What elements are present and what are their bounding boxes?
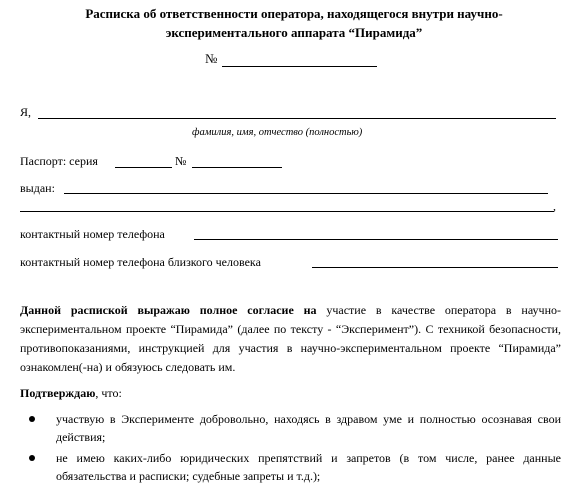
document-title (10, 4, 578, 42)
issued-by-blank-line-2[interactable] (20, 211, 554, 212)
i-label: Я, (20, 105, 32, 119)
bullet-text: участвую в Эксперименте добровольно, находясь в здравом уме и полностью осознавая свои действия; (56, 412, 561, 444)
number-label: № (205, 51, 218, 66)
passport-number-blank-line[interactable] (192, 167, 282, 168)
full-name-blank-line[interactable] (38, 118, 556, 119)
title-line-2: экспериментального аппарата “Пирамида” (165, 25, 423, 40)
title-line-1: Расписка об ответственности оператора, находящегося внутри научно- (85, 6, 503, 21)
consent-text: участие в качестве оператора в научно-экспериментальном проекте “Пирамида” (далее по тексту - “Эксперимент”). С техникой безопасности, противопоказаниями, инструкцией для участия в научно-экспериментальном проекте “Пирамида” ознакомлен(-на) и обязуюсь следовать им. (20, 303, 561, 374)
bullet-dot-icon (29, 455, 35, 461)
phone-blank-line[interactable] (194, 239, 558, 240)
bullet-text: не имею каких-либо юридических препятствий и запретов (в том числе, ранее данные обязательства и расписки; судебные запреты и т.д.); (56, 451, 561, 483)
consent-bold-lead: Данной распиской выражаю полное согласие на (20, 303, 317, 317)
issued-by-blank-line[interactable] (64, 193, 548, 194)
issued-by-comma: , (553, 199, 556, 213)
confirm-heading (20, 384, 122, 402)
bullet-dot-icon (29, 416, 35, 422)
number-blank-line[interactable] (222, 66, 377, 67)
confirm-bullet-list (20, 410, 561, 488)
passport-number-label: № (175, 154, 187, 168)
passport-series-blank-line[interactable] (115, 167, 172, 168)
relative-phone-blank-line[interactable] (312, 267, 558, 268)
issued-label: выдан: (20, 181, 55, 195)
list-item (20, 410, 561, 446)
passport-label: Паспорт: серия (20, 154, 98, 168)
confirm-rest: , что: (95, 386, 122, 400)
full-name-caption: фамилия, имя, отчество (полностью) (192, 127, 363, 138)
phone-label: контактный номер телефона (20, 227, 165, 241)
list-item (20, 449, 561, 485)
relative-phone-label: контактный номер телефона близкого человека (20, 255, 261, 269)
consent-paragraph (20, 301, 561, 377)
confirm-bold: Подтверждаю (20, 386, 96, 400)
